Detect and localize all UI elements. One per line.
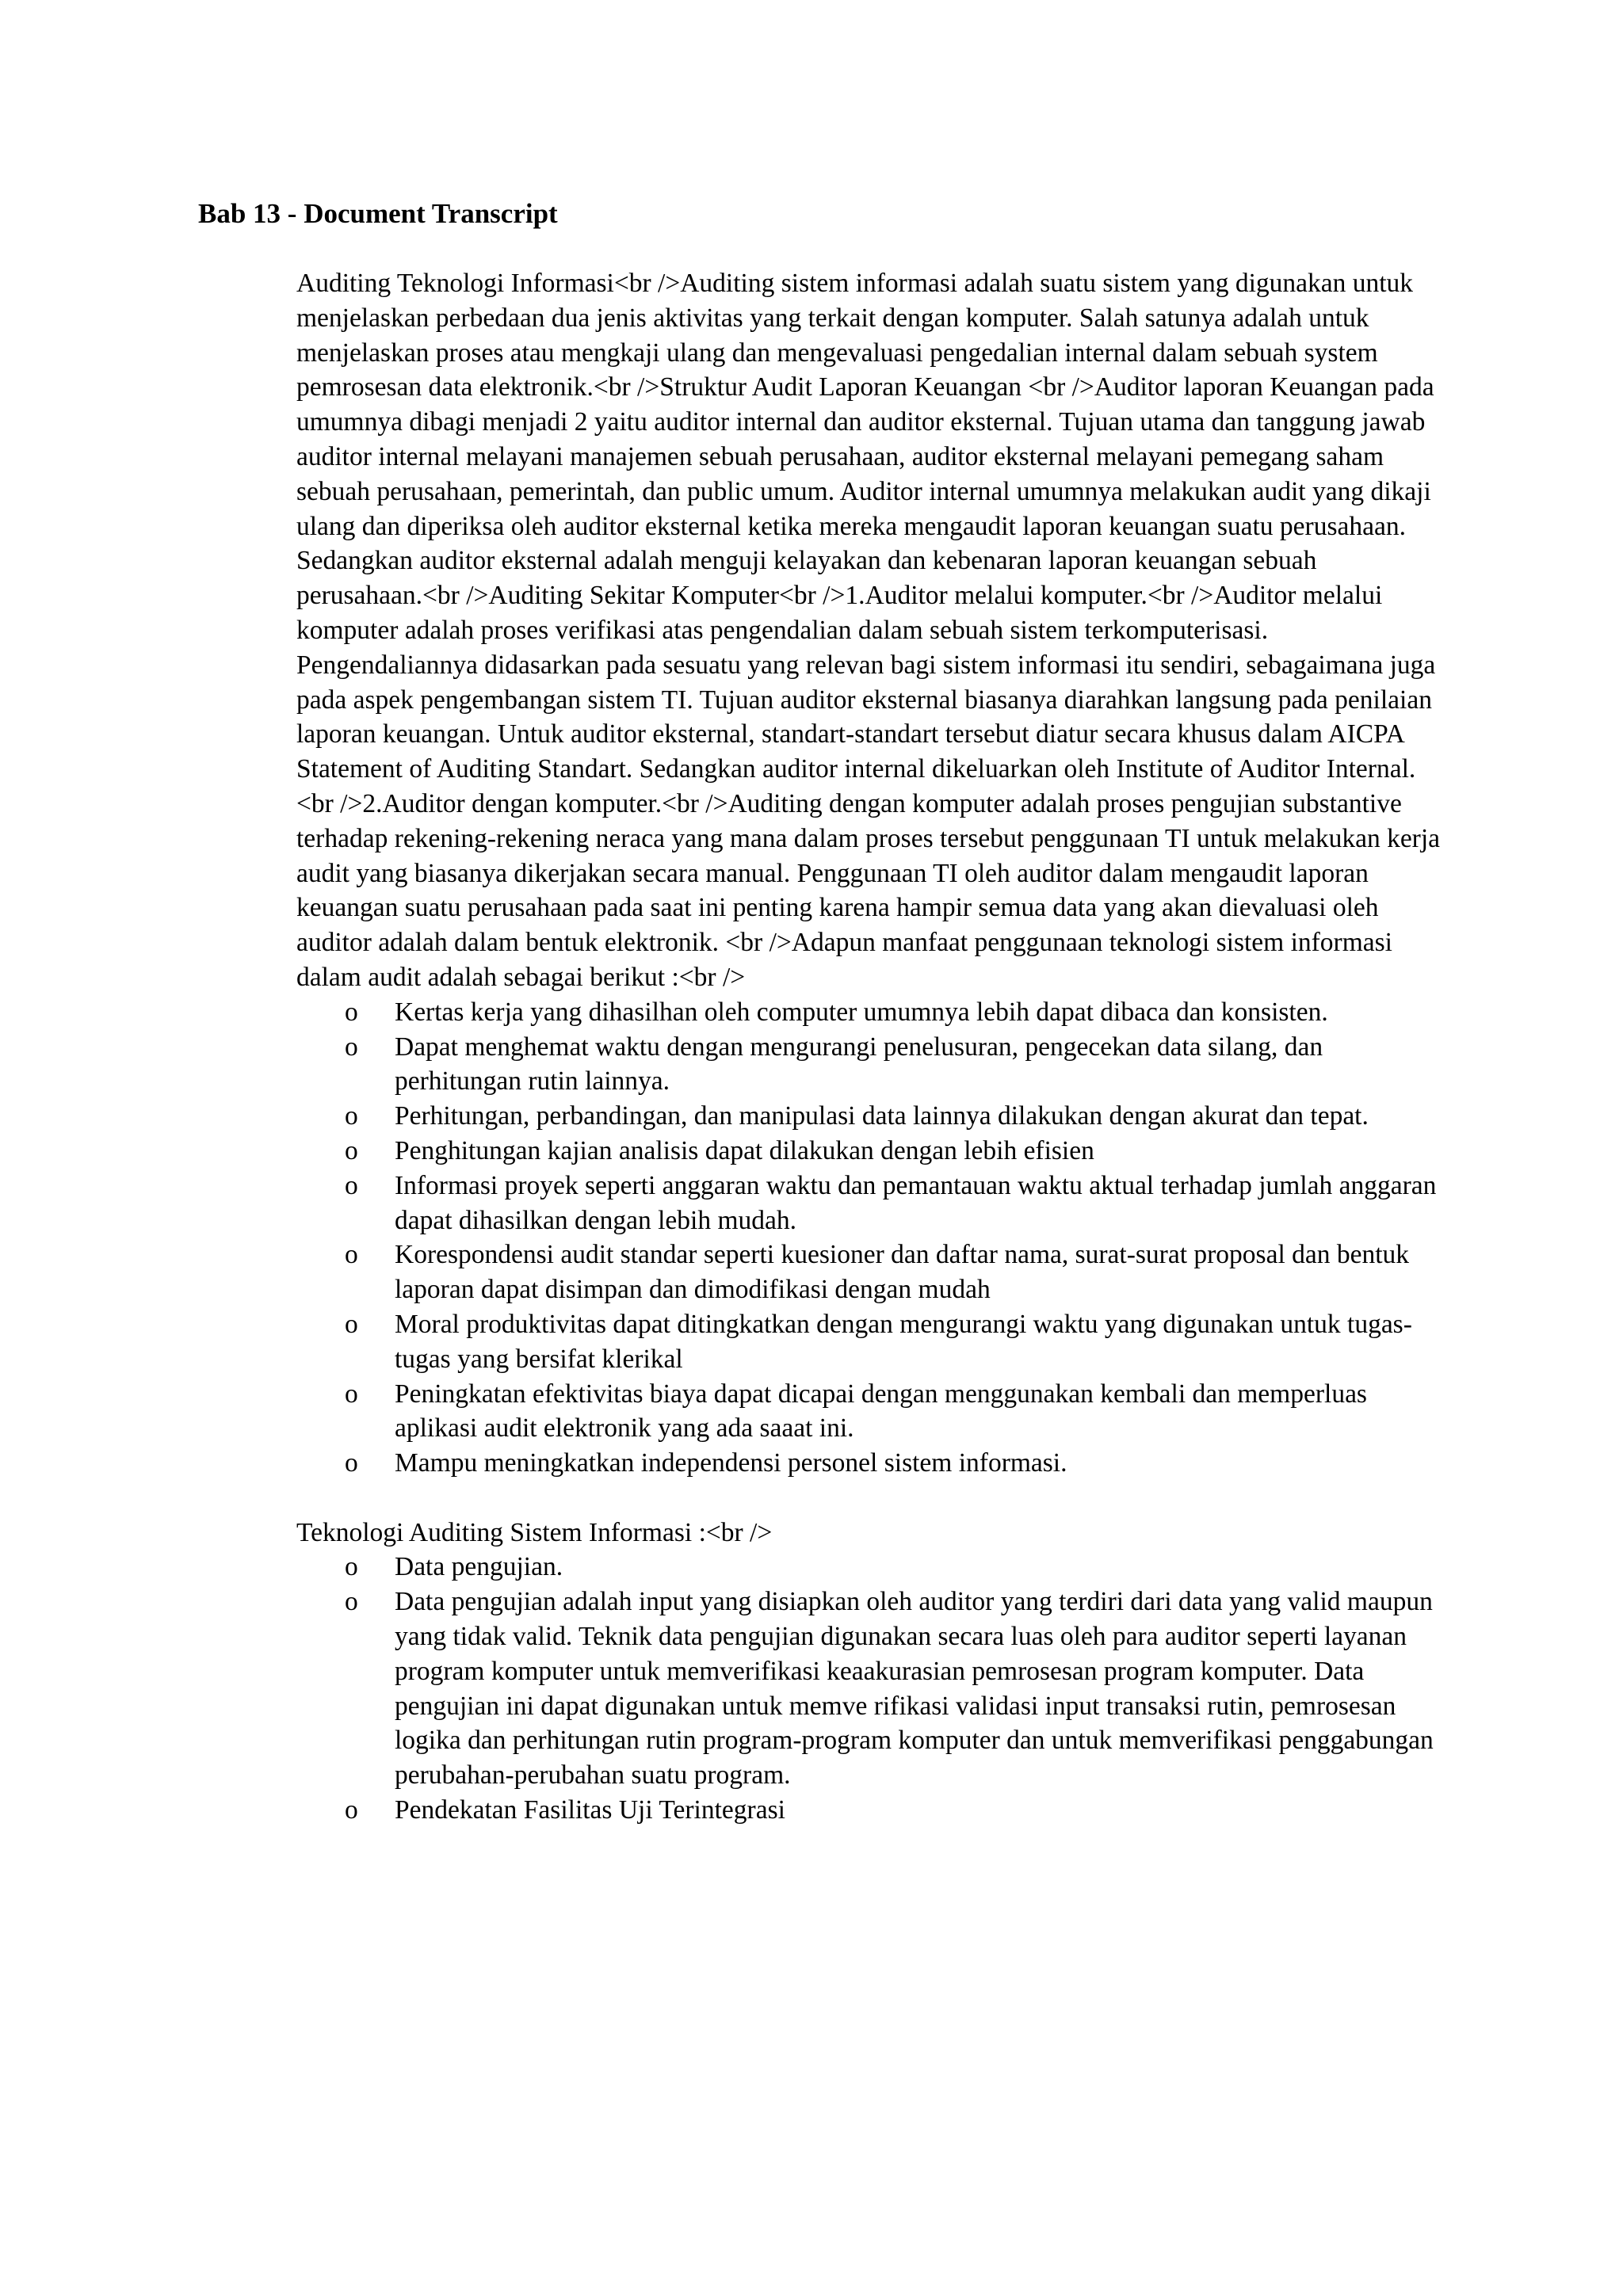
list-item-text: Informasi proyek seperti anggaran waktu dan pemantauan waktu aktual terhadap jumlah anggaran dapat dihasilkan dengan lebih mudah. <box>395 1170 1437 1235</box>
bullet-marker: o <box>345 1552 358 1582</box>
list-item-text: Kertas kerja yang dihasilhan oleh computer umumnya lebih dapat dibaca dan konsisten. <box>395 997 1328 1027</box>
bullet-marker: o <box>345 1379 358 1409</box>
bullet-marker: o <box>345 1170 358 1200</box>
section-spacer <box>296 1481 1445 1516</box>
list-item <box>296 1238 1445 1307</box>
document-body <box>296 266 1445 1828</box>
list-item <box>296 1585 1445 1793</box>
list-item-text: Pendekatan Fasilitas Uji Terintegrasi <box>395 1795 785 1825</box>
list-item <box>296 1377 1445 1447</box>
bullet-marker: o <box>345 1448 358 1478</box>
list-item-text: Moral produktivitas dapat ditingkatkan dengan mengurangi waktu yang digunakan untuk tugas-tugas yang bersifat klerikal <box>395 1309 1412 1374</box>
list-item <box>296 1307 1445 1377</box>
list-item <box>296 1169 1445 1238</box>
bullet-marker: o <box>345 1032 358 1062</box>
list-item <box>296 1134 1445 1169</box>
bullet-marker: o <box>345 1309 358 1339</box>
list-item-text: Perhitungan, perbandingan, dan manipulasi data lainnya dilakukan dengan akurat dan tepat. <box>395 1101 1369 1131</box>
list-item <box>296 1550 1445 1585</box>
list-item-text: Peningkatan efektivitas biaya dapat dicapai dengan menggunakan kembali dan memperluas aplikasi audit elektronik yang ada saaat ini. <box>395 1379 1367 1444</box>
tech-list <box>296 1550 1445 1827</box>
bullet-marker: o <box>345 1587 358 1617</box>
list-item <box>296 995 1445 1030</box>
list-item-text: Korespondensi audit standar seperti kuesioner dan daftar nama, surat-surat proposal dan bentuk laporan dapat disimpan dan dimodifikasi dengan mudah <box>395 1240 1410 1305</box>
benefits-list <box>296 995 1445 1481</box>
list-item-text: Mampu meningkatkan independensi personel sistem informasi. <box>395 1448 1067 1478</box>
list-item <box>296 1030 1445 1100</box>
list-item-text: Penghitungan kajian analisis dapat dilakukan dengan lebih efisien <box>395 1135 1094 1165</box>
intro-paragraph: Auditing Teknologi Informasi<br />Auditing sistem informasi adalah suatu sistem yang digunakan untuk menjelaskan perbedaan dua jenis aktivitas yang terkait dengan komputer. Salah satunya adalah untuk menjelaskan proses atau mengkaji ulang dan mengevaluasi pengedalian internal dalam sebuah system pemrosesan data elektronik.<br />Struktur Audit Laporan Keuangan <br />Auditor laporan Keuangan pada umumnya dibagi menjadi 2 yaitu auditor internal dan auditor eksternal. Tujuan utama dan tanggung jawab auditor internal melayani manajemen sebuah perusahaan, auditor eksternal melayani pemegang saham sebuah perusahaan, pemerintah, dan public umum. Auditor internal umumnya melakukan audit yang dikaji ulang dan diperiksa oleh auditor eksternal ketika mereka mengaudit laporan keuangan suatu perusahaan. Sedangkan auditor eksternal adalah menguji kelayakan dan kebenaran laporan keuangan sebuah perusahaan.<br />Auditing Sekitar Komputer<br />1.Auditor melalui komputer.<br />Auditor melalui komputer adalah proses verifikasi atas pengendalian dalam sebuah sistem terkomputerisasi. Pengendaliannya didasarkan pada sesuatu yang relevan bagi sistem informasi itu sendiri, sebagaimana juga pada aspek pengembangan sistem TI. Tujuan auditor eksternal biasanya diarahkan langsung pada penilaian laporan keuangan. Untuk auditor eksternal, standart-standart tersebut diatur secara khusus dalam AICPA Statement of Auditing Standart. Sedangkan auditor internal dikeluarkan oleh Institute of Auditor Internal. <br />2.Auditor dengan komputer.<br />Auditing dengan komputer adalah proses pengujian substantive terhadap rekening-rekening neraca yang mana dalam proses tersebut penggunaan TI untuk melakukan kerja audit yang biasanya dikerjakan secara manual. Penggunaan TI oleh auditor dalam mengaudit laporan keuangan suatu perusahaan pada saat ini penting karena hampir semua data yang akan dievaluasi oleh auditor adalah dalam bentuk elektronik. <br />Adapun manfaat penggunaan teknologi sistem informasi dalam audit adalah sebagai berikut :<br /> <box>296 269 1441 992</box>
bullet-marker: o <box>345 1795 358 1825</box>
document-title: Bab 13 - Document Transcript <box>198 198 558 229</box>
bullet-marker: o <box>345 1135 358 1165</box>
list-item-text: Data pengujian adalah input yang disiapkan oleh auditor yang terdiri dari data yang valid maupun yang tidak valid. Teknik data pengujian digunakan secara luas oleh para auditor seperti layanan program komputer untuk memverifikasi keaakurasian pemrosesan program komputer. Data pengujian ini dapat digunakan untuk memve rifikasi validasi input transaksi rutin, pemrosesan logika dan perhitungan rutin program-program komputer dan untuk memverifikasi penggabungan perubahan-perubahan suatu program. <box>395 1587 1434 1791</box>
bullet-marker: o <box>345 997 358 1027</box>
bullet-marker: o <box>345 1240 358 1270</box>
list-item <box>296 1099 1445 1134</box>
list-item-text: Dapat menghemat waktu dengan mengurangi penelusuran, pengecekan data silang, dan perhitungan rutin lainnya. <box>395 1032 1323 1097</box>
bullet-marker: o <box>345 1101 358 1131</box>
tech-heading: Teknologi Auditing Sistem Informasi :<br /> <box>296 1517 773 1547</box>
list-item <box>296 1446 1445 1481</box>
list-item-text: Data pengujian. <box>395 1552 563 1582</box>
list-item <box>296 1793 1445 1828</box>
